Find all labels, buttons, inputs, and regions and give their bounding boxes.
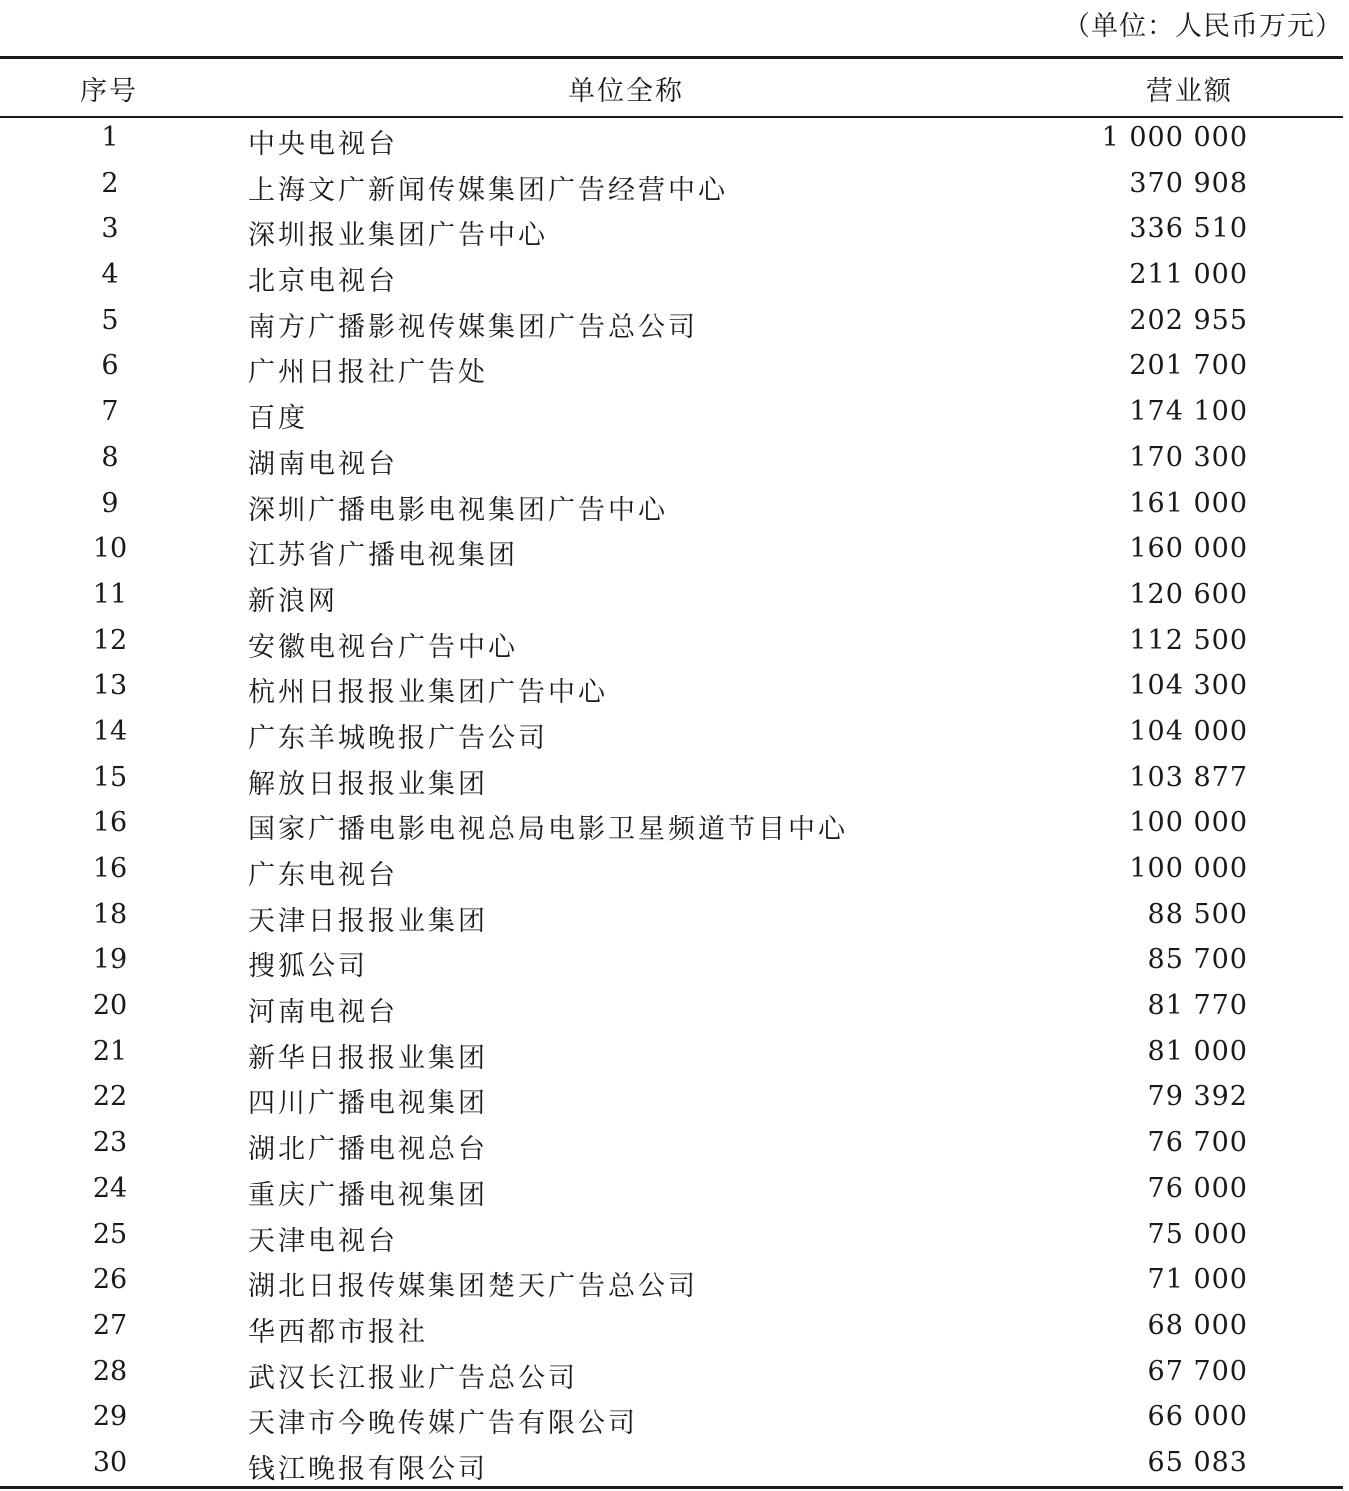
unit-note: （单位：人民币万元） [1063,11,1343,42]
row-amount: 67 700 [1147,1355,1248,1387]
table-row [0,529,1343,575]
row-name: 四川广播电视集团 [248,1088,488,1120]
table-row [0,1260,1343,1306]
row-amount: 85 700 [1147,944,1248,976]
row-amount: 104 300 [1129,670,1248,702]
row-amount: 71 000 [1147,1264,1248,1296]
row-amount: 201 700 [1129,350,1248,382]
row-name: 南方广播影视传媒集团广告总公司 [248,311,698,343]
header-amount: 营业额 [1146,76,1233,107]
table-row [0,1215,1343,1261]
row-name: 重庆广播电视集团 [248,1179,488,1211]
row-name: 天津电视台 [248,1225,398,1257]
row-amount: 174 100 [1129,396,1248,428]
table-row [0,118,1343,164]
row-seq: 29 [92,1401,128,1433]
row-name: 广州日报社广告处 [248,357,488,389]
row-name: 安徽电视台广告中心 [248,631,518,663]
row-seq: 4 [101,259,119,291]
row-seq: 11 [92,578,128,610]
table-row [0,1306,1343,1352]
row-name: 搜狐公司 [248,951,368,983]
row-amount: 76 700 [1147,1127,1248,1159]
row-name: 广东羊城晚报广告公司 [248,722,548,754]
row-name: 北京电视台 [248,266,398,298]
table-row [0,803,1343,849]
table-row [0,849,1343,895]
table-row [0,575,1343,621]
table-row [0,209,1343,255]
row-seq: 24 [92,1172,128,1204]
row-amount: 76 000 [1147,1172,1248,1204]
header-seq: 序号 [80,76,138,107]
row-name: 钱江晚报有限公司 [248,1453,488,1485]
row-name: 中央电视台 [248,129,398,160]
row-amount: 66 000 [1147,1401,1248,1433]
row-name: 天津日报报业集团 [248,905,488,937]
row-name: 天津市今晚传媒广告有限公司 [248,1408,638,1440]
row-amount: 336 510 [1129,213,1248,245]
row-name: 江苏省广播电视集团 [248,540,518,572]
row-seq: 6 [101,350,119,382]
row-seq: 26 [92,1264,128,1296]
table-header [0,59,1343,116]
row-name: 新浪网 [248,585,338,617]
row-seq: 16 [92,807,128,839]
row-amount: 370 908 [1129,167,1248,199]
row-seq: 16 [92,853,128,884]
row-name: 新华日报报业集团 [248,1042,488,1074]
table-row [0,895,1343,941]
table-row [0,1352,1343,1398]
row-amount: 100 000 [1129,807,1248,839]
row-name: 武汉长江报业广告总公司 [248,1362,578,1394]
row-seq: 12 [92,624,128,656]
row-amount: 68 000 [1147,1309,1248,1341]
row-amount: 202 955 [1129,304,1248,336]
table-bottom-rule [0,1486,1343,1489]
row-name: 上海文广新闻传媒集团广告经营中心 [248,174,728,206]
table-body [0,118,1343,1489]
row-seq: 23 [92,1127,128,1159]
table-row [0,1443,1343,1489]
row-seq: 28 [92,1355,128,1387]
row-amount: 211 000 [1129,259,1248,291]
table-row [0,392,1343,438]
row-seq: 19 [92,944,128,976]
row-name: 湖北日报传媒集团楚天广告总公司 [248,1271,698,1303]
table-row [0,1032,1343,1078]
row-seq: 8 [101,441,119,473]
row-seq: 20 [92,990,128,1022]
row-amount: 120 600 [1129,578,1248,610]
row-name: 广东电视台 [248,860,398,891]
row-name: 百度 [248,403,308,435]
row-name: 湖北广播电视总台 [248,1134,488,1166]
table-row [0,484,1343,530]
row-seq: 22 [92,1081,128,1113]
row-seq: 14 [92,715,128,747]
table-row [0,712,1343,758]
table-row [0,1169,1343,1215]
table-row [0,621,1343,667]
table-row [0,666,1343,712]
table-row [0,940,1343,986]
row-name: 华西都市报社 [248,1316,428,1348]
row-name: 杭州日报报业集团广告中心 [248,677,608,709]
row-amount: 161 000 [1129,487,1248,519]
table-row [0,986,1343,1032]
row-name: 深圳报业集团广告中心 [248,220,548,252]
row-seq: 9 [101,487,119,519]
row-seq: 13 [92,670,128,702]
table-row [0,1397,1343,1443]
table-row [0,301,1343,347]
row-amount: 65 083 [1147,1446,1248,1478]
table-row [0,346,1343,392]
row-amount: 81 770 [1147,990,1248,1022]
row-seq: 25 [92,1218,128,1250]
table-row [0,758,1343,804]
row-amount: 81 000 [1147,1035,1248,1067]
row-name: 湖南电视台 [248,448,398,480]
row-seq: 15 [92,761,128,793]
row-amount: 75 000 [1147,1218,1248,1250]
row-seq: 7 [101,396,119,428]
header-name: 单位全称 [568,76,684,107]
row-seq: 21 [92,1035,128,1067]
table-row [0,255,1343,301]
row-amount: 1 000 000 [1101,122,1248,153]
row-amount: 100 000 [1129,853,1248,884]
row-seq: 27 [92,1309,128,1341]
row-amount: 88 500 [1147,898,1248,930]
row-amount: 170 300 [1129,441,1248,473]
row-seq: 10 [92,533,128,565]
table-row [0,1123,1343,1169]
row-seq: 18 [92,898,128,930]
row-amount: 103 877 [1129,761,1248,793]
row-name: 深圳广播电影电视集团广告中心 [248,494,668,526]
row-seq: 5 [101,304,119,336]
row-amount: 112 500 [1129,624,1248,656]
table-row [0,164,1343,210]
table-row [0,1077,1343,1123]
row-name: 河南电视台 [248,997,398,1029]
row-seq: 30 [92,1446,128,1478]
row-amount: 79 392 [1147,1081,1248,1113]
row-seq: 2 [101,167,119,199]
row-seq: 3 [101,213,119,245]
row-amount: 160 000 [1129,533,1248,565]
row-name: 解放日报报业集团 [248,768,488,800]
row-name: 国家广播电影电视总局电影卫星频道节目中心 [248,814,848,846]
row-amount: 104 000 [1129,715,1248,747]
row-seq: 1 [101,122,119,153]
table-row [0,438,1343,484]
